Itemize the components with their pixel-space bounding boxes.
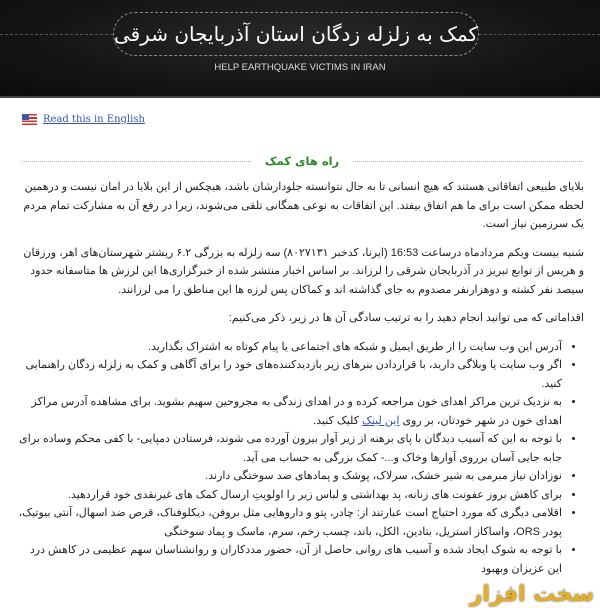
header-divider: [479, 34, 600, 35]
page-subtitle: HELP EARTHQUAKE VICTIMS IN IRAN: [214, 62, 386, 73]
paragraph: اقداماتی که می توانید انجام دهید را به ترتیب سادگی آن ها در زیر، ذکر می‌کنیم:: [228, 312, 584, 324]
list-item: • اقلامی دیگری که مورد احتیاج است عبارتند از: چادر، پتو و داروهایی مثل بروفن، دیکلوفناک، قرص ضد اسهال، آنتی بیوتیک، پودر ORS، واساکاز استریل، بتادین، الکل، باند، چسب زخم، سرم، ماسک و پماد سوختگی: [18, 504, 562, 541]
read-in-english-link[interactable]: Read this in English: [43, 114, 145, 125]
site-header: [0, 0, 600, 98]
list-item: • با توجه به این که آسیب دیدگان با پای برهنه از زیر آوار بیرون آورده می شوند، فرستادن دمپایی- با کفی محکم وساده برای جابه جایی آسان برروی آوارها وخاک و...- کمک بزرگی به حساب می آید.: [18, 430, 562, 467]
dotted-divider: [353, 161, 582, 162]
paragraph: شنبه بیست ویکم مردادماه درساعت 16:53 (ایرنا، کدخبر ۸۰۲۷۱۳۱) سه زلزله به بزرگی ۶.۲ ریشتر شهرستان‌های اهر، ورزقان و هریس از توابع تبریز در آذربایجان شرقی را لرزاند. بر اساس اخبار منتشر شده از خبرگزاری‌ها این لرزش ها متاسفانه حدود سیصد نفر کشته و دوهزارنفر مصدوم به جای گذاشته اند و کماکان پس لرزه ها این مناطق را می لرزانند.: [23, 246, 584, 296]
section-title: راه های کمک: [264, 154, 340, 168]
list-item-text: به نزدیک ترین مراکز اهدای خون مراجعه کرده و در اهدای زندگی به مجروحین سهیم بشوید. برای مشاهده آدرس مراکز اهدای خون در شهر خودتان، بر روی: [31, 396, 562, 427]
list-item: • برای کاهش بروز عفونت های زنانه، پد بهداشتی و لباس زیر را اولویتِ ارسال کمک های غیرنقدی خود قراردهید.: [18, 486, 562, 505]
list-item-text: کلیک کنید.: [313, 414, 362, 427]
header-title-frame: [113, 12, 479, 56]
header-divider: [0, 34, 113, 35]
blood-centers-link[interactable]: این لینک: [362, 414, 400, 427]
section-header: [22, 152, 582, 170]
help-list: [18, 338, 584, 579]
dotted-divider: [22, 161, 251, 162]
article-content: [18, 178, 584, 578]
watermark-logo: سخت افزار: [469, 582, 594, 607]
list-item: • اگر وب سایت یا وبلاگی دارید، با قراردادن بنرهای زیر بازدیدکننده‌های خود را برای آگاهی و کمک به زلزله زدگان راهنمایی کنید.: [18, 356, 562, 393]
paragraph: بلایای طبیعی اتفاقاتی هستند که هیچ انسانی تا به حال نتوانسته جلودارشان باشد، هیچکس از این بلایا در امان نیست و درهمین لحظه ممکن است برای ما هم اتفاق بیفتد. این اتفاقات به نوعی همگانی تلقی می‌شوند، زیرا در رفع آن به مشارکت تمام مردم یک سرزمین نیاز است.: [23, 181, 584, 230]
page-title: کمک به زلزله زدگان استان آذربایجان شرقی: [113, 22, 479, 46]
list-item: [18, 393, 562, 430]
list-item: • نوزادان نیاز مبرمی به شیر خشک، سرلاک، پوشک و پمادهای ضد سوختگی دارند.: [18, 467, 562, 486]
english-link-row[interactable]: [22, 114, 145, 125]
us-flag-icon: [22, 114, 37, 125]
list-item: • آدرس این وب سایت را از طریق ایمیل و شبکه های اجتماعی یا پیام کوتاه به اشتراک بگذارید.: [18, 338, 562, 357]
list-item: • با توجه به شوک ایجاد شده و آسیب های روانی حاصل از آن، حضور مددکاران و روانشناسان سهم عظیمی در کاهش درد این عزیزان وبهبود: [18, 541, 562, 578]
